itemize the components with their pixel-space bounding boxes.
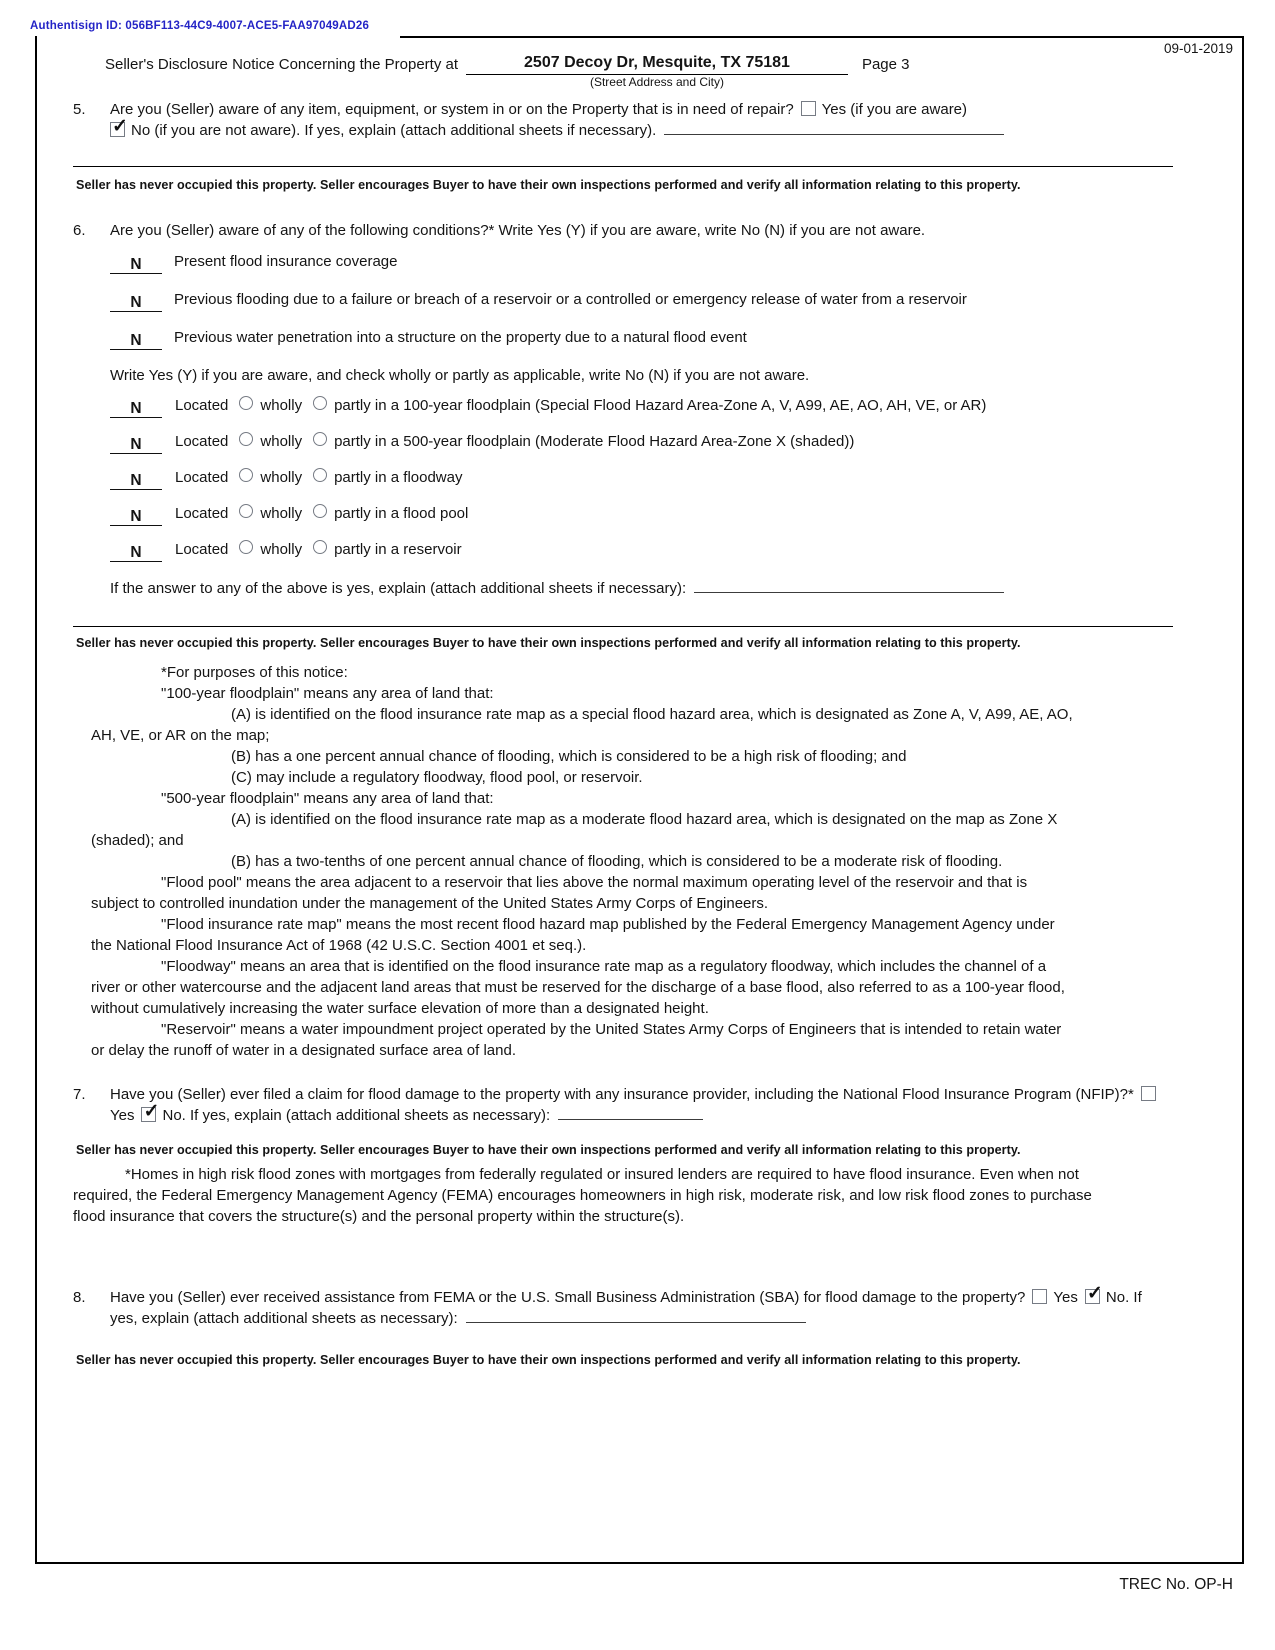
- question-6-explain: [110, 578, 1173, 599]
- partly-label: partly in a 100-year floodplain (Special Flood Hazard Area-Zone A, V, A99, AE, AO, AH, VE, or AR): [334, 397, 987, 414]
- located-label: Located: [175, 433, 229, 450]
- answer-value: N: [130, 544, 142, 561]
- condition-label: Previous flooding due to a failure or breach of a reservoir or a controlled or emergency release of water from a reservoir: [174, 291, 967, 308]
- definition-paragraph: "Flood insurance rate map" means the most recent flood hazard map published by the Federal Emergency Management Agency under the National Flood Insurance Act of 1968 (42 U.S.C. Section 4001 et seq.).: [91, 916, 1055, 954]
- item7-yes-checkbox[interactable]: [1141, 1086, 1156, 1101]
- item-number: 7.: [73, 1086, 86, 1103]
- answer-blank-reservoir[interactable]: [110, 539, 162, 562]
- item8-no-label: No. If yes, explain (attach additional sheets as necessary):: [110, 1289, 1142, 1327]
- answer-blank-500yr[interactable]: [110, 431, 162, 454]
- definition-paragraph: "Flood pool" means the area adjacent to a reservoir that lies above the normal maximum operating level of the reservoir and that is subject to controlled inundation under the management of the United States Army Corps of Engineers.: [91, 874, 1028, 912]
- located-row-reservoir: [110, 539, 1173, 562]
- seller-statement: Seller has never occupied this property. Seller encourages Buyer to have their own inspections performed and verify all information relating to this property.: [76, 1143, 1021, 1157]
- located-label: Located: [175, 505, 229, 522]
- item6-explain-blank[interactable]: [694, 578, 1004, 593]
- question-5-text: Are you (Seller) aware of any item, equipment, or system in or on the Property that is in need of repair?: [110, 101, 794, 118]
- definitions-section: [91, 662, 1078, 1061]
- partly-radio[interactable]: [313, 396, 327, 410]
- located-row-floodway: [110, 467, 1173, 490]
- partly-radio[interactable]: [313, 540, 327, 554]
- checkmark-icon: ✓: [1086, 1283, 1103, 1304]
- partly-label: partly in a 500-year floodplain (Moderate Flood Hazard Area-Zone X (shaded)): [334, 433, 855, 450]
- item8-yes-label: Yes: [1053, 1289, 1078, 1306]
- wholly-radio[interactable]: [239, 432, 253, 446]
- question-8: [73, 1283, 1173, 1329]
- explain-text: If the answer to any of the above is yes, explain (attach additional sheets if necessary):: [110, 580, 687, 597]
- flood-condition-row: [110, 289, 1173, 312]
- address-caption: (Street Address and City): [589, 75, 725, 89]
- answer-value: N: [130, 400, 142, 417]
- item8-no-checkbox[interactable]: [1085, 1283, 1103, 1304]
- flood-condition-row: [110, 327, 1173, 350]
- answer-value: N: [130, 472, 142, 489]
- answer-blank-water-penetration[interactable]: [110, 327, 162, 350]
- form-content: [73, 52, 1173, 1368]
- item8-yes-checkbox[interactable]: [1032, 1289, 1047, 1304]
- item8-explain-blank[interactable]: [466, 1308, 806, 1323]
- definition-paragraph: *For purposes of this notice:: [161, 664, 348, 681]
- partly-label: partly in a flood pool: [334, 505, 469, 522]
- located-label: Located: [175, 397, 229, 414]
- flood-insurance-note: *Homes in high risk flood zones with mortgages from federally regulated or insured lenders are required to have flood insurance. Even when not required, the Federal Emergency Management Agency (FEMA) encourages homeowners in high risk, moderate risk, and low risk flood zones to purchase flood insurance that covers the structure(s) and the personal property within the structure(s).: [73, 1166, 1092, 1225]
- page-border-top: [400, 36, 1244, 38]
- wholly-radio[interactable]: [239, 540, 253, 554]
- item-number: 6.: [73, 222, 86, 239]
- answer-blank-flood-insurance[interactable]: [110, 251, 162, 274]
- question-7: [73, 1084, 1173, 1126]
- trec-form-number: TREC No. OP-H: [1119, 1576, 1233, 1593]
- definition-paragraph: "Reservoir" means a water impoundment project operated by the United States Army Corps of Engineers that is intended to retain water or delay the runoff of water in a designated surface area of land.: [91, 1021, 1062, 1059]
- form-title: Seller's Disclosure Notice Concerning the Property at: [105, 56, 459, 73]
- flood-condition-row: [110, 251, 1173, 274]
- located-row-flood-pool: [110, 503, 1173, 526]
- definition-paragraph: "100-year floodplain" means any area of land that:: [161, 685, 494, 702]
- page-border-right: [1242, 36, 1244, 1564]
- item7-yes-label: Yes: [110, 1107, 135, 1124]
- partly-radio[interactable]: [313, 468, 327, 482]
- answer-blank-previous-flooding[interactable]: [110, 289, 162, 312]
- question-6-instruction2: Write Yes (Y) if you are aware, and check wholly or partly as applicable, write No (N) if you are not aware.: [110, 367, 810, 384]
- located-row-100yr: [110, 395, 1173, 418]
- wholly-label: wholly: [260, 397, 303, 414]
- condition-label: Previous water penetration into a structure on the property due to a natural flood event: [174, 329, 747, 346]
- definition-paragraph: (B) has a two-tenths of one percent annual chance of flooding, which is considered to be a moderate risk of flooding.: [231, 853, 1003, 870]
- page-border-bottom: [35, 1562, 1244, 1564]
- item7-no-checkbox[interactable]: [141, 1101, 160, 1122]
- partly-label: partly in a reservoir: [334, 541, 462, 558]
- wholly-radio[interactable]: [239, 468, 253, 482]
- item7-no-label: No. If yes, explain (attach additional sheets as necessary):: [162, 1107, 551, 1124]
- definition-paragraph: (A) is identified on the flood insurance rate map as a special flood hazard area, which is designated as Zone A, V, A99, AE, AO, AH, VE, or AR on the map;: [91, 706, 1073, 744]
- partly-label: partly in a floodway: [334, 469, 463, 486]
- located-label: Located: [175, 541, 229, 558]
- definition-paragraph: (C) may include a regulatory floodway, flood pool, or reservoir.: [231, 769, 643, 786]
- answer-value: N: [130, 332, 142, 349]
- item5-yes-label: Yes (if you are aware): [821, 101, 968, 118]
- answer-value: N: [130, 508, 142, 525]
- item7-explain-blank[interactable]: [558, 1105, 703, 1120]
- answer-blank-flood-pool[interactable]: [110, 503, 162, 526]
- question-7-text: Have you (Seller) ever filed a claim for flood damage to the property with any insurance provider, including the National Flood Insurance Program (NFIP)?*: [110, 1086, 1134, 1103]
- partly-radio[interactable]: [313, 504, 327, 518]
- item5-explain-blank[interactable]: [664, 120, 1004, 135]
- question-6-text: Are you (Seller) aware of any of the following conditions?* Write Yes (Y) if you are aware, write No (N) if you are not aware.: [110, 222, 926, 239]
- item-number: 5.: [73, 101, 86, 118]
- page-number: Page 3: [861, 56, 910, 73]
- condition-label: Present flood insurance coverage: [174, 253, 398, 270]
- seller-statement: Seller has never occupied this property. Seller encourages Buyer to have their own inspections performed and verify all information relating to this property.: [76, 636, 1021, 650]
- item-number: 8.: [73, 1289, 86, 1306]
- wholly-label: wholly: [260, 433, 303, 450]
- question-8-text: Have you (Seller) ever received assistance from FEMA or the U.S. Small Business Administration (SBA) for flood damage to the property?: [110, 1289, 1026, 1306]
- wholly-label: wholly: [260, 541, 303, 558]
- answer-value: N: [130, 256, 142, 273]
- question-5: [73, 99, 1173, 141]
- partly-radio[interactable]: [313, 432, 327, 446]
- question-5-line1: [110, 99, 1173, 120]
- checkmark-icon: ✓: [112, 116, 128, 137]
- answer-blank-100yr[interactable]: [110, 395, 162, 418]
- form-header: [105, 52, 1173, 89]
- located-label: Located: [175, 469, 229, 486]
- item5-no-checkbox[interactable]: [110, 116, 128, 137]
- definition-paragraph: (B) has a one percent annual chance of flooding, which is considered to be a high risk of flooding; and: [231, 748, 907, 765]
- wholly-radio[interactable]: [239, 504, 253, 518]
- answer-value: N: [130, 436, 142, 453]
- form-date: 09-01-2019: [1163, 41, 1233, 56]
- seller-statement: Seller has never occupied this property. Seller encourages Buyer to have their own inspections performed and verify all information relating to this property.: [76, 1353, 1021, 1367]
- address-field[interactable]: [466, 52, 848, 89]
- divider-line: [73, 166, 1173, 167]
- definition-paragraph: "Floodway" means an area that is identified on the flood insurance rate map as a regulatory floodway, which includes the channel of a river or other watercourse and the adjacent land areas that must be reserved for the discharge of a base flood, also referred to as a 100-year flood, without cumulatively increasing the water surface elevation of more than a designated height.: [91, 958, 1065, 1017]
- item5-yes-checkbox[interactable]: [801, 101, 816, 116]
- answer-value: N: [130, 294, 142, 311]
- definition-paragraph: (A) is identified on the flood insurance rate map as a moderate flood hazard area, which is designated on the map as Zone X (shaded); and: [91, 811, 1058, 849]
- question-6: [73, 220, 1173, 599]
- wholly-label: wholly: [260, 469, 303, 486]
- property-address: 2507 Decoy Dr, Mesquite, TX 75181: [466, 52, 848, 75]
- authentisign-id: Authentisign ID: 056BF113-44C9-4007-ACE5-FAA97049AD26: [30, 20, 370, 32]
- located-row-500yr: [110, 431, 1173, 454]
- definition-paragraph: "500-year floodplain" means any area of land that:: [161, 790, 494, 807]
- divider-line: [73, 626, 1173, 627]
- wholly-label: wholly: [260, 505, 303, 522]
- question-5-line2: [110, 116, 1173, 141]
- page-border-left: [35, 36, 37, 1564]
- item5-no-label: No (if you are not aware). If yes, explain (attach additional sheets if necessary).: [131, 122, 657, 139]
- answer-blank-floodway[interactable]: [110, 467, 162, 490]
- wholly-radio[interactable]: [239, 396, 253, 410]
- seller-statement: Seller has never occupied this property. Seller encourages Buyer to have their own inspections performed and verify all information relating to this property.: [76, 178, 1021, 192]
- checkmark-icon: ✓: [143, 1101, 160, 1122]
